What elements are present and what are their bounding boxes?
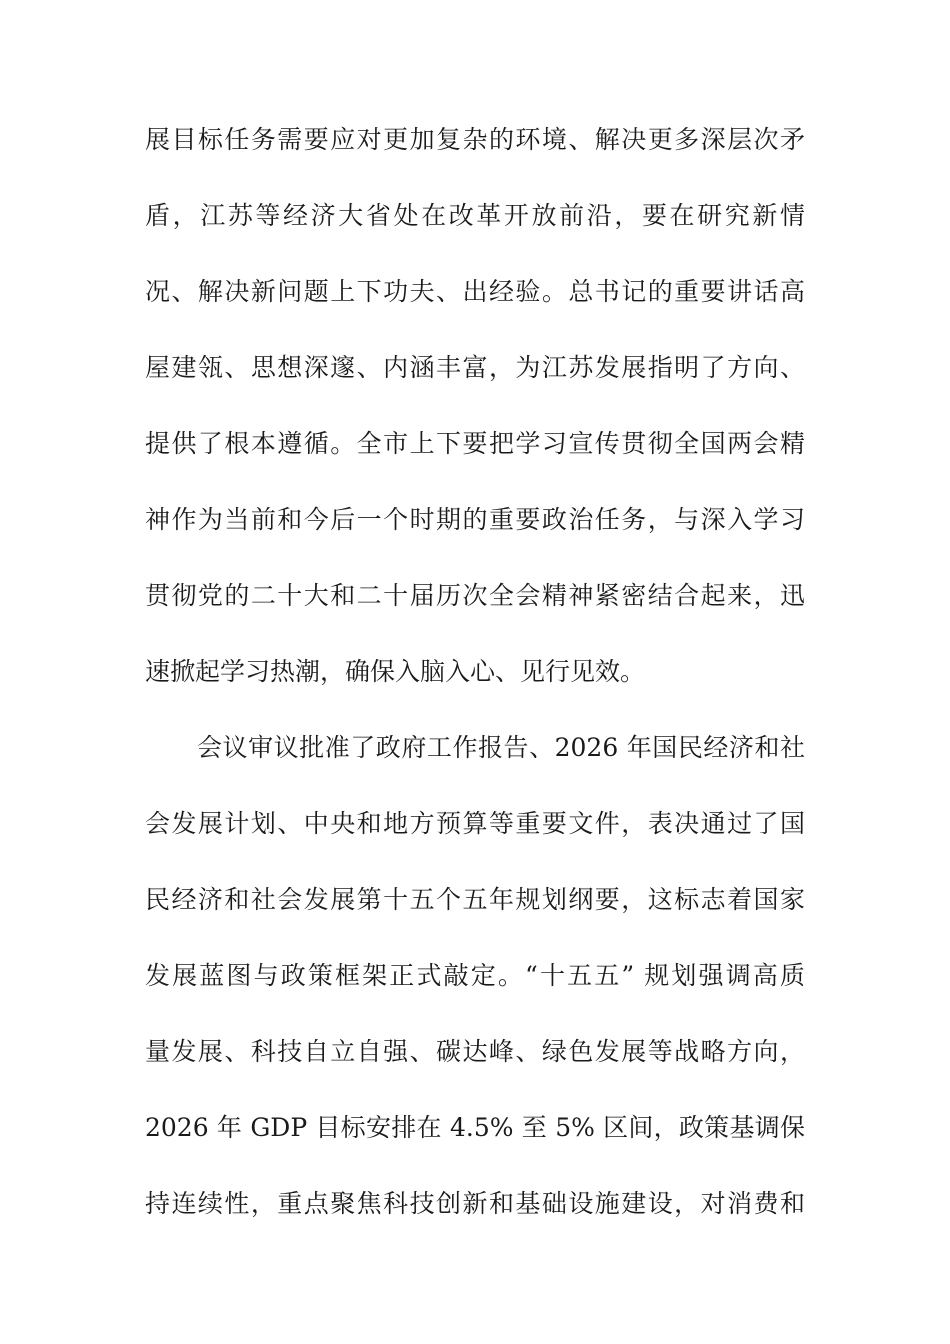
text-line: 盾，江苏等经济大省处在改革开放前沿，要在研究新情 [145, 201, 805, 230]
text-line: 2026 年 GDP 目标安排在 4.5% 至 5% 区间，政策基调保 [145, 1113, 805, 1142]
text-line: 民经济和社会发展第十五个五年规划纲要，这标志着国家 [145, 885, 805, 914]
text-line: 神作为当前和今后一个时期的重要政治任务，与深入学习 [145, 505, 805, 534]
text-line: 速掀起学习热潮，确保入脑入心、见行见效。 [145, 657, 646, 686]
text-line: 会议审议批准了政府工作报告、2026 年国民经济和社 [197, 733, 805, 762]
text-line: 展目标任务需要应对更加复杂的环境、解决更多深层次矛 [145, 125, 805, 154]
text-line: 屋建瓴、思想深邃、内涵丰富，为江苏发展指明了方向、 [145, 353, 805, 382]
text-line: 况、解决新问题上下功夫、出经验。总书记的重要讲话高 [145, 277, 805, 306]
text-line: 量发展、科技自立自强、碳达峰、绿色发展等战略方向， [145, 1037, 805, 1066]
text-line: 贯彻党的二十大和二十届历次全会精神紧密结合起来，迅 [145, 581, 805, 610]
text-line: 持连续性，重点聚焦科技创新和基础设施建设，对消费和 [145, 1189, 805, 1218]
text-line: 发展蓝图与政策框架正式敲定。“十五五” 规划强调高质 [145, 961, 805, 990]
text-line: 会发展计划、中央和地方预算等重要文件，表决通过了国 [145, 809, 805, 838]
text-line: 提供了根本遵循。全市上下要把学习宣传贯彻全国两会精 [145, 429, 805, 458]
